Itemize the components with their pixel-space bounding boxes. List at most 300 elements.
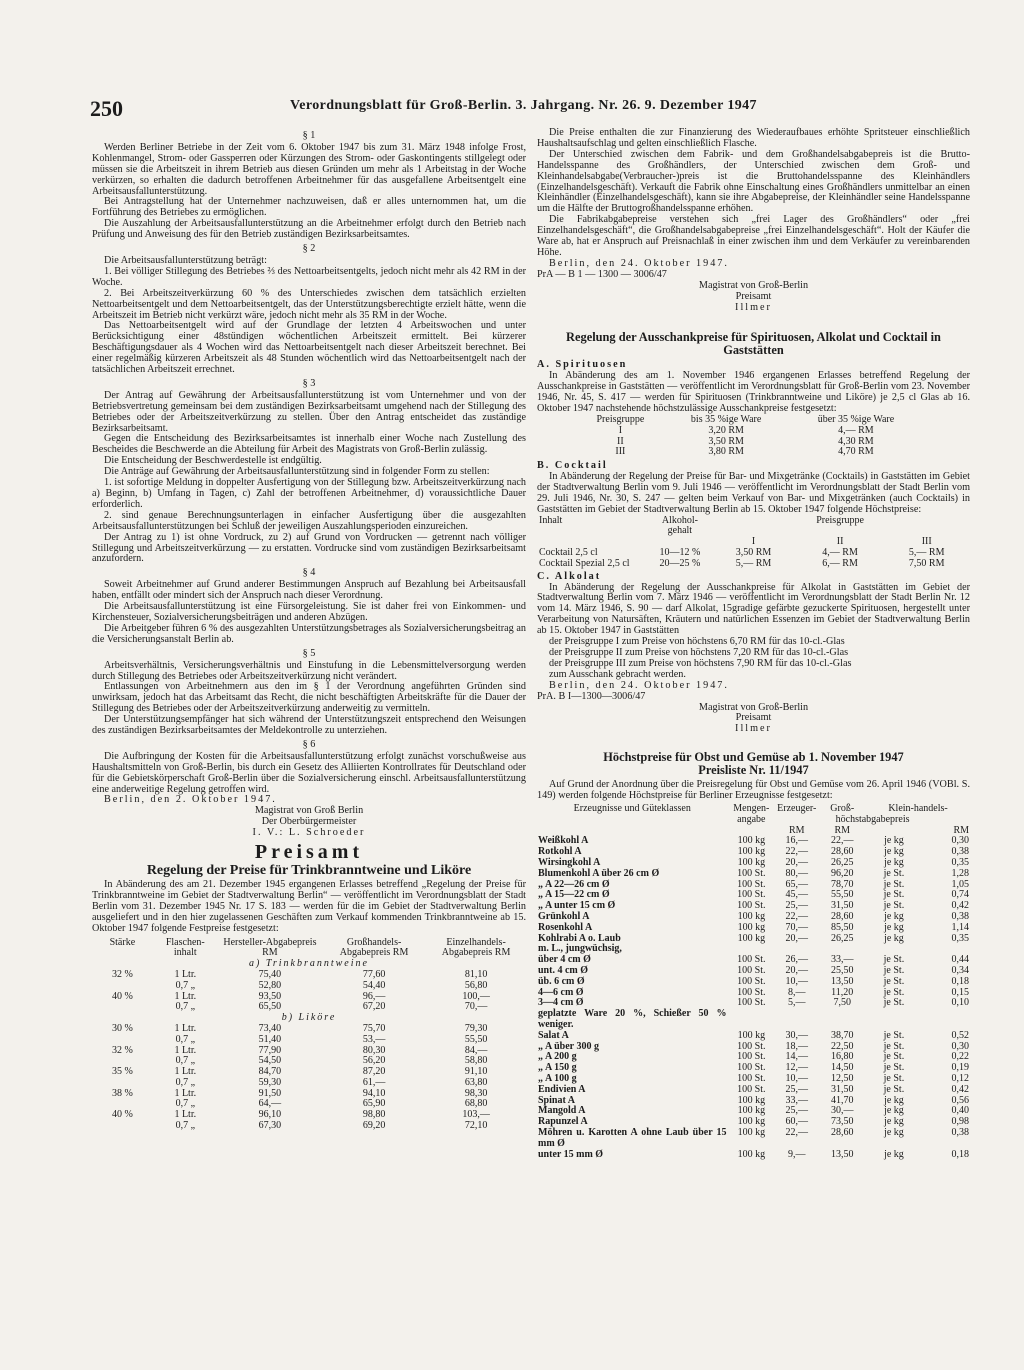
- table-cell: 58,80: [464, 1055, 488, 1067]
- table-cell: 41,70: [831, 1094, 854, 1106]
- table-cell: je kg: [884, 932, 904, 944]
- table-cell: 94,10: [362, 1087, 386, 1099]
- table-row: [92, 1089, 526, 1100]
- table-cell: 3,20 RM: [708, 424, 744, 436]
- table-cell: 63,80: [464, 1076, 488, 1088]
- table-cell: je St.: [883, 1062, 905, 1074]
- table-cell: [728, 1009, 776, 1031]
- table-cell: 25,—: [785, 900, 809, 912]
- section-3-heading: § 3: [302, 377, 316, 389]
- table-cell: je kg: [884, 857, 904, 869]
- table-cell: 0,38: [951, 846, 969, 858]
- table-cell: [775, 1009, 818, 1031]
- table-cell: 96,—: [362, 990, 386, 1002]
- table-cell: 30 %: [111, 1022, 133, 1034]
- table-cell: 0,44: [951, 954, 969, 966]
- table-cell: je kg: [884, 1116, 904, 1128]
- col-header: höchstabgabepreis: [835, 813, 910, 825]
- table-cell: 51,40: [258, 1033, 282, 1045]
- table-cell: Rosenkohl A: [538, 921, 593, 933]
- table-cell: 30,—: [785, 1029, 809, 1041]
- price-line: der Preisgruppe III zum Preise von höchstens 7,90 RM für das 10-cl.-Glas: [549, 657, 852, 669]
- col-header: III: [921, 536, 932, 548]
- cocktail-table: [537, 516, 970, 570]
- table-cell: 5,— RM: [908, 547, 945, 559]
- table-cell: 64,—: [258, 1098, 282, 1110]
- table-cell: Möhren u. Karotten A ohne Laub über 15 mm Ø: [538, 1126, 727, 1149]
- table-cell: 65,—: [785, 878, 809, 890]
- signature-line: Preisamt: [735, 290, 772, 302]
- table-cell: 77,60: [362, 968, 386, 980]
- table-cell: 52,80: [258, 979, 282, 991]
- paragraph: Der Unterstützungsempfänger hat sich während der Unterstützungszeit entsprechend den Weisungen des zuständigen Bezirksarbeitsamtes der Meldekontrolle zu unterziehen.: [92, 714, 526, 737]
- table-cell: 100 St.: [737, 900, 766, 912]
- paragraph: 1. ist sofortige Meldung in doppelter Ausfertigung von der Stillegung bzw. Arbeitszeitverkürzung nach a) Beginn, b) Umfang in Tagen, c) Zahl der betroffenen Arbeitnehmer, d) voraussichtliche Dauer erforderlich.: [92, 477, 526, 510]
- table-cell: 13,50: [831, 1148, 854, 1160]
- table-cell: 1,14: [951, 921, 969, 933]
- table-cell: je St.: [883, 1040, 905, 1052]
- table-cell: 1,28: [951, 867, 969, 879]
- paragraph: Der Unterschied zwischen dem Fabrik- und dem Großhandelsabgabepreis ist die Brutto-Handelsspanne des Großhändlers, der Unterschied zwischen dem Groß- und Kleinhandelsabgabe(Verbraucher-)preis ist die Bruttohandelsspanne des Kleinhändlers (Einzelhandelsgeschäft). Verkauft die Fabrik ohne Einschaltung eines Großhändlers unmittelbar an einen Kleinhändler (Einzelhandelsgeschäft), kann sie ihre Abgabepreise, der Kleinhändler seine Handelsspanne um die Hälfte der Bruttogroßhandelsspanne erhöhen.: [537, 148, 970, 215]
- col-header: Groß-: [830, 803, 855, 815]
- table-row: [537, 1085, 970, 1096]
- table-cell: 10,—: [785, 975, 809, 987]
- col-header: Klein-handels-: [888, 803, 948, 815]
- col-header: Einzelhandels-Abgabepreis RM: [441, 936, 511, 959]
- table-cell: 68,80: [464, 1098, 488, 1110]
- table-cell: 22,—: [785, 846, 809, 858]
- table-cell: 22,—: [831, 835, 854, 847]
- col-header: Inhalt: [539, 514, 563, 526]
- table-cell: je St.: [883, 878, 905, 890]
- table-cell: 18,—: [785, 1040, 809, 1052]
- table-cell: 100 St.: [737, 889, 766, 901]
- table-cell: Blumenkohl A über 26 cm Ø: [538, 867, 660, 879]
- paragraph: Die Arbeitgeber führen 6 % des ausgezahlten Unterstützungsbetrages als Sozialversicherungsbeitrag an die Versicherungsanstalt Berlin ab.: [92, 622, 526, 645]
- paragraph: In Abänderung des am 1. November 1946 ergangenen Erlasses betreffend Regelung der Ausschankpreise in Gaststätten — veröffentlicht im Verordnungsblatt für Groß-Berlin vom 23. November 1946, Nr. 45, S. 417 — werden für Spirituosen (Trinkbranntweine und Liköre) je 2,5 cl Glas ab 16. Oktober 1947 nachstehende höchstzulässige Ausschankpreise festgesetzt:: [537, 370, 970, 415]
- reference-line: PrA. B I—1300—3006/47: [537, 690, 646, 702]
- signature-name: I. V.: L. Schroeder: [252, 827, 366, 839]
- table-cell: 4,— RM: [838, 424, 874, 436]
- table-cell: 100 St.: [737, 965, 766, 976]
- table-cell: 100 St.: [737, 878, 766, 890]
- table-row: [92, 1078, 526, 1089]
- subheading-cell: b) Liköre: [281, 1012, 337, 1024]
- col-header: Erzeugnisse und Güteklassen: [573, 803, 691, 815]
- table-cell: 87,20: [362, 1066, 386, 1078]
- table-cell: 7,50: [833, 997, 851, 1009]
- paragraph: Die Entscheidung der Beschwerdestelle ist endgültig.: [104, 455, 322, 467]
- table-row: [92, 992, 526, 1003]
- table-cell: Kohlrabi A o. Laub: [538, 932, 621, 944]
- table-cell: 0,98: [951, 1116, 969, 1128]
- table-cell: 54,40: [362, 979, 386, 991]
- paragraph: Die Aufbringung der Kosten für die Arbeitsausfallunterstützung erfolgt zunächst vorschußweise aus Haushaltsmitteln von Groß-Berlin, bis durch ein Gesetz des Alliierten Kontrollrates für Deutschland oder für die Gebietskörperschaft Groß-Berlin über die Sozialversicherung einschl. Arbeitsausfallunterstützung eine anderweitige Regelung getroffen wird.: [92, 750, 526, 795]
- table-cell: je kg: [884, 911, 904, 923]
- table-cell: Rapunzel A: [538, 1116, 588, 1128]
- table-cell: je St.: [883, 1072, 905, 1084]
- table-cell: unt. 4 cm Ø: [538, 965, 588, 976]
- table-cell: 85,50: [831, 921, 854, 933]
- table-cell: 59,30: [258, 1076, 282, 1088]
- section-2-heading: § 2: [302, 243, 316, 255]
- paragraph: 2. Bei Arbeitszeitverkürzung 60 % des Unterschiedes zwischen dem tatsächlich erzielten Nettoarbeitsentgelt und dem Nettoarbeitsentgelt, das der Unterstützungsberechtigte erzielt hätte, wenn die Arbeitszeit im Betrieb nicht verkürzt wäre, jedoch nicht mehr als 35 RM in der Woche.: [92, 287, 526, 321]
- table-cell: 53,—: [362, 1033, 386, 1045]
- signature-line: Preisamt: [735, 712, 772, 724]
- paragraph: Der Antrag zu 1) ist ohne Vordruck, zu 2) auf Grund von Vordrucken — getrennt nach völliger Stillegung und Arbeitszeitverkürzung — zu erstatten. Vordrucke sind vom zuständigen Bezirksarbeitsamt anzufordern.: [92, 531, 526, 565]
- unit-label: RM: [834, 824, 851, 836]
- table-cell: 0,34: [951, 965, 969, 976]
- table-cell: 14,50: [831, 1062, 854, 1074]
- table-cell: je St.: [883, 997, 905, 1009]
- table-cell: „ A 100 g: [538, 1072, 577, 1084]
- price-line: der Preisgruppe I zum Preise von höchstens 6,70 RM für das 10-cl.-Glas: [549, 636, 845, 648]
- col-header: Erzeuger-: [777, 803, 817, 815]
- table-cell: 69,20: [362, 1120, 386, 1132]
- liquor-price-table: [92, 938, 526, 1132]
- table-cell: je St.: [883, 1051, 905, 1063]
- price-line: zum Ausschank gebracht werden.: [549, 668, 686, 680]
- paragraph: 2. sind genaue Berechnungsunterlagen in einfacher Ausfertigung über die ausgezahlten Arbeitsausfallunterstützungen bei Schluß der jeweiligen Auszahlungsperioden einzureichen.: [92, 509, 526, 532]
- table-cell: 35 %: [111, 1066, 133, 1078]
- table-cell: 60,—: [785, 1116, 809, 1128]
- col-header: Hersteller-Abgabepreis RM: [223, 936, 317, 959]
- table-cell: je kg: [884, 835, 904, 847]
- table-cell: 100 St.: [737, 997, 766, 1009]
- table-cell: I: [618, 424, 623, 436]
- table-cell: [92, 981, 153, 992]
- table-cell: 78,70: [831, 878, 854, 890]
- table-row: [92, 1067, 526, 1078]
- table-cell: 100 St.: [737, 1083, 766, 1095]
- table-cell: 25,—: [785, 1083, 809, 1095]
- table-cell: 91,10: [464, 1066, 488, 1078]
- table-cell: 0,10: [951, 997, 969, 1009]
- table-cell: 100 St.: [737, 975, 766, 987]
- table-cell: 67,20: [362, 1001, 386, 1013]
- running-title: Verordnungsblatt für Groß-Berlin. 3. Jahrgang. Nr. 26. 9. Dezember 1947: [290, 98, 757, 113]
- preisamt-heading: Preisamt: [254, 841, 364, 864]
- table-cell: 0,35: [951, 932, 969, 944]
- paragraph: In Abänderung der Regelung der Preise für Bar- und Mixgetränke (Cocktails) in Gaststätten im Gebiet der Stadtverwaltung Berlin vom 9. Juli 1946 — veröffentlicht im Verordnungsblatt der Stadt Berlin vom 29. Juli 1946, Nr. 30, S. 247 — gelten beim Verkauf von Bar- und Mixgetränken (auch Cocktails) in Gaststätten im Gebiet der Stadtverwaltung Berlin ab 15. Oktober 1947 folgende Höchstpreise:: [537, 471, 970, 515]
- col-header: Großhandels-Abgabepreis RM: [339, 936, 409, 959]
- table-cell: 28,60: [831, 846, 854, 858]
- table-cell: 100 St.: [737, 1051, 766, 1063]
- table-row: [537, 559, 970, 570]
- table-cell: 100 kg: [737, 1105, 766, 1117]
- table-cell: „ A 15—22 cm Ø: [538, 889, 610, 901]
- table-row: [92, 1035, 526, 1046]
- table-cell: je St.: [883, 900, 905, 912]
- table-cell: 26,25: [831, 857, 854, 869]
- table-cell: 26,—: [785, 954, 809, 966]
- table-row: [537, 923, 970, 934]
- table-cell: 45,—: [785, 889, 809, 901]
- paragraph: Soweit Arbeitnehmer auf Grund anderer Bestimmungen Anspruch auf Bezahlung bei Arbeitsausfall haben, entfällt oder mindert sich der Anspruch nach dieser Verordnung.: [92, 579, 526, 602]
- table-cell: 32 %: [111, 968, 133, 980]
- table-row: [92, 1046, 526, 1057]
- table-cell: 98,80: [362, 1109, 386, 1121]
- table-cell: 0,7 „: [175, 1098, 196, 1110]
- table-cell: 5,— RM: [735, 557, 772, 569]
- reference-line: PrA — B 1 — 1300 — 3006/47: [537, 268, 667, 280]
- table-cell: unter 15 mm Ø: [538, 1148, 604, 1160]
- liquor-title: Regelung der Preise für Trinkbranntweine und Liköre: [146, 863, 472, 878]
- table-cell: je kg: [884, 921, 904, 933]
- table-cell: 0,38: [951, 911, 969, 923]
- spirits-title: Regelung der Ausschankpreise für Spirituosen, Alkolat und Cocktail in Gaststätten: [566, 330, 941, 358]
- table-cell: III: [615, 446, 626, 458]
- table-cell: 79,30: [464, 1022, 488, 1034]
- table-cell: 0,7 „: [175, 1033, 196, 1045]
- date-line: Berlin, den 2. Oktober 1947.: [104, 794, 277, 806]
- table-cell: Cocktail 2,5 cl: [539, 547, 598, 559]
- table-cell: 0,42: [951, 900, 969, 912]
- table-cell: 12,—: [785, 1062, 809, 1074]
- table-cell: 0,42: [951, 1083, 969, 1095]
- table-cell: 0,12: [951, 1072, 969, 1084]
- table-cell: 0,7 „: [175, 979, 196, 991]
- table-cell: „ A über 300 g: [538, 1040, 599, 1052]
- table-cell: je St.: [883, 986, 905, 998]
- table-row: [92, 1024, 526, 1035]
- table-row: [92, 970, 526, 981]
- table-cell: üb. 6 cm Ø: [538, 975, 585, 987]
- table-cell: 56,80: [464, 979, 488, 991]
- table-subheading: [92, 959, 526, 970]
- table-cell: 4,— RM: [822, 547, 858, 559]
- table-cell: 14,—: [785, 1051, 809, 1063]
- table-cell: 8,—: [788, 986, 806, 998]
- table-cell: 91,50: [258, 1087, 282, 1099]
- table-cell: Endivien A: [538, 1083, 586, 1095]
- table-cell: 96,20: [831, 867, 854, 879]
- table-cell: 75,70: [362, 1022, 386, 1034]
- paragraph: In Abänderung des am 21. Dezember 1945 ergangenen Erlasses betreffend „Regelung der Preise für Trinkbranntweine im Gebiet der Stadtverwaltung Berlin“ — veröffentlicht im Verordnungsblatt der Stadt Berlin vom 31. Dezember 1945 Nr. 17 S. 183 — werden für die im Gebiet der Stadtverwaltung Berlin ausgeliefert und in den hier zugelassenen Geschäften zum Verkauf kommenden Trinkbranntweine ab 15. Oktober 1947 folgende Festpreise festgesetzt:: [92, 879, 526, 934]
- table-row: [92, 1099, 526, 1110]
- subheading-cell: a) Trinkbranntweine: [249, 958, 369, 970]
- table-cell: Rotkohl A: [538, 846, 582, 858]
- section-4-heading: § 4: [302, 567, 316, 579]
- table-cell: 11,20: [831, 986, 854, 998]
- table-cell: 20,—: [785, 965, 809, 976]
- table-cell: 81,10: [464, 968, 488, 980]
- paragraph: Die Fabrikabgabepreise verstehen sich „frei Lager des Großhändlers“ oder „frei Einzelhandelsgeschäft“, die Großhandelsabgabepreise „frei Einzelhandelsgeschäft“. Holt der Käufer die Ware ab, hat er Anspruch auf Preisnachlaß in einer zwischen ihm und dem Verkäufer zu vereinbarenden Höhe.: [537, 214, 970, 258]
- table-cell: 0,30: [951, 835, 969, 847]
- table-cell: 1 Ltr.: [174, 1109, 197, 1121]
- table-cell: je kg: [884, 1094, 904, 1106]
- table-cell: 4—6 cm Ø: [538, 986, 584, 998]
- table-cell: 100 St.: [737, 1062, 766, 1074]
- table-cell: 77,90: [258, 1044, 282, 1056]
- paragraph: Arbeitsverhältnis, Versicherungsverhältnis und Einstufung in die Lebensmittelversorgung werden durch Stillegung des Betriebes oder Arbeitszeitverkürzung nicht verändert.: [92, 659, 526, 682]
- table-cell: Wirsingkohl A: [538, 857, 601, 869]
- table-cell: je kg: [884, 1105, 904, 1117]
- table-cell: 98,30: [464, 1087, 488, 1099]
- table-cell: 0,22: [951, 1051, 969, 1063]
- table-row: [537, 977, 970, 988]
- paragraph: Die Arbeitsausfallunterstützung beträgt:: [104, 254, 267, 266]
- signature-line: Magistrat von Groß Berlin: [254, 805, 364, 817]
- table-cell: 30,—: [831, 1105, 854, 1117]
- signature-line: Magistrat von Groß-Berlin: [698, 701, 809, 713]
- col-header: über 35 %ige Ware: [817, 413, 895, 425]
- paragraph: 1. Bei völliger Stillegung des Betriebes ⅔ des Nettoarbeitsentgelts, jedoch nicht mehr als 42 RM in der Woche.: [92, 265, 526, 288]
- table-row: [92, 1056, 526, 1067]
- table-cell: 26,25: [831, 932, 854, 944]
- table-row: [537, 1128, 970, 1150]
- table-cell: 0,35: [951, 857, 969, 869]
- table-cell: 3,80 RM: [708, 446, 744, 458]
- table-cell: 1 Ltr.: [174, 1044, 197, 1056]
- table-cell: 0,56: [951, 1094, 969, 1106]
- table-cell: je St.: [883, 867, 905, 879]
- table-cell: 20,—: [785, 932, 809, 944]
- table-row: [537, 869, 970, 880]
- table-cell: „ A unter 15 cm Ø: [538, 900, 616, 912]
- table-cell: 1,05: [951, 878, 969, 890]
- table-cell: 25,50: [831, 965, 854, 976]
- table-cell: 100 St.: [737, 1040, 766, 1052]
- paragraph: In Abänderung der Regelung der Ausschankpreise für Alkolat in Gaststätten im Gebiet der Stadtverwaltung Berlin vom 7. März 1946 — veröffentlicht im Verordnungsblatt der Stadt Berlin Nr. 12 vom 14. März 1946, S. 90 — darf Alkolat, 15gradige gefärbte gezuckerte Spirituosen, hergestellt unter Verarbeitung von Natursäften, Kräutern und natürlichen Essenzen im Gebiet der Stadtverwaltung Berlin ab 15. Oktober 1947 in Gaststätten: [537, 581, 970, 637]
- table-cell: 9,—: [788, 1148, 806, 1160]
- signature-name: Illmer: [735, 301, 772, 313]
- veg-title: Höchstpreise für Obst und Gemüse ab 1. November 1947: [603, 750, 904, 765]
- table-cell: 72,10: [464, 1120, 488, 1132]
- table-cell: 3—4 cm Ø: [538, 997, 584, 1009]
- table-cell: 22,—: [785, 1126, 809, 1138]
- spirits-table: [577, 415, 923, 458]
- table-cell: „ A 200 g: [538, 1051, 577, 1063]
- right-column: [537, 128, 970, 1160]
- table-cell: 100 kg: [737, 835, 766, 847]
- table-row: [537, 1009, 970, 1031]
- table-cell: je St.: [883, 1083, 905, 1095]
- table-cell: je St.: [883, 889, 905, 901]
- table-cell: 22,50: [831, 1040, 854, 1052]
- table-cell: 33,—: [831, 954, 854, 966]
- paragraph: Entlassungen von Arbeitnehmern aus den im § 1 der Verordnung angeführten Gründen sind unwirksam, jedoch hat das Arbeitsamt das Recht, die nicht beschäftigten Arbeitskräfte für die Dauer der Stillegung des Betriebes oder der Arbeitszeitverkürzung anderweitig zu vermitteln.: [92, 681, 526, 715]
- table-cell: 84,70: [258, 1066, 282, 1078]
- table-cell: 56,20: [362, 1055, 386, 1067]
- table-cell: 0,52: [951, 1029, 969, 1041]
- table-cell: 100 kg: [737, 921, 766, 933]
- table-cell: 16,80: [831, 1051, 854, 1063]
- table-row: [537, 1031, 970, 1042]
- paragraph: Der Antrag auf Gewährung der Arbeitsausfallunterstützung ist vom Unternehmer und von der Betriebsvertretung gemeinsam bei dem zuständigen Bezirksarbeitsamt umgehend nach der Stillegung des Betriebes oder der Arbeitszeitverkürzung zu stellen. Über den Antrag entscheidet das zuständige Bezirksarbeitsamt.: [92, 389, 526, 434]
- unit-label: RM: [953, 824, 969, 836]
- subsection-heading: A. Spirituosen: [537, 359, 628, 371]
- table-cell: 100 kg: [737, 846, 766, 858]
- table-cell: [866, 1009, 922, 1031]
- veg-price-table: [537, 804, 970, 1160]
- table-cell: 65,50: [258, 1001, 282, 1013]
- table-cell: 12,50: [831, 1072, 854, 1084]
- table-cell: je St.: [883, 965, 905, 976]
- table-row: [92, 1121, 526, 1132]
- table-cell: 0,74: [951, 889, 969, 901]
- table-cell: 20,—: [785, 857, 809, 869]
- paragraph: Die Preise enthalten die zur Finanzierung des Wiederaufbaues erhöhte Spritsteuer einschließlich Haushaltsaufschlag und gelten einschließlich Flasche.: [537, 127, 970, 149]
- table-cell: 100 St.: [737, 986, 766, 998]
- table-cell: 73,40: [258, 1022, 282, 1034]
- table-cell: 100 kg: [737, 1029, 766, 1041]
- table-cell: 100 kg: [737, 1094, 766, 1106]
- table-cell: 28,60: [831, 1126, 854, 1138]
- table-cell: 31,50: [831, 900, 854, 912]
- veg-subtitle: Preisliste Nr. 11/1947: [698, 763, 809, 778]
- table-cell: 0,7 „: [175, 1055, 196, 1067]
- table-subheading: [92, 1013, 526, 1024]
- paragraph: Die Arbeitsausfallunterstützung ist eine Fürsorgeleistung. Sie ist daher frei von Einkommen- und Kirchensteuer, Sozialversicherungsbeiträgen und anderen Abzügen.: [92, 601, 526, 623]
- table-cell: 0,7 „: [175, 1120, 196, 1132]
- table-cell: je kg: [884, 1126, 904, 1138]
- table-cell: 0,7 „: [175, 1076, 196, 1088]
- table-cell: „ A 150 g: [538, 1062, 577, 1074]
- col-header: Mengen-angabe: [733, 803, 770, 825]
- col-header: I: [751, 536, 756, 548]
- table-cell: [818, 1009, 866, 1031]
- table-cell: 100 kg: [737, 911, 766, 923]
- table-cell: Salat A: [538, 1029, 569, 1041]
- table-cell: 100 St.: [737, 954, 766, 966]
- table-row: [537, 1150, 970, 1161]
- table-cell: 1 Ltr.: [174, 990, 197, 1002]
- table-cell: 4,70 RM: [838, 446, 874, 458]
- table-cell: Grünkohl A: [538, 911, 590, 923]
- table-cell: 103,—: [462, 1109, 490, 1121]
- table-cell: 100 kg: [737, 1116, 766, 1128]
- table-cell: 1 Ltr.: [174, 1066, 197, 1078]
- table-cell: 1 Ltr.: [174, 1022, 197, 1034]
- col-header: Preisgruppe: [596, 413, 645, 425]
- table-cell: je kg: [884, 846, 904, 858]
- table-cell: Spinat A: [538, 1094, 575, 1106]
- table-cell: 1 Ltr.: [174, 1087, 197, 1099]
- table-cell: m. L., jungwüchsig,: [538, 943, 622, 955]
- table-cell: je St.: [883, 1029, 905, 1041]
- table-cell: 4,30 RM: [838, 435, 874, 447]
- table-cell: 100 kg: [737, 857, 766, 869]
- table-cell: 100,—: [462, 990, 490, 1002]
- unit-label: RM: [789, 824, 805, 836]
- table-cell: geplatzte Ware 20 %, Schießer 50 % weniger.: [538, 1008, 727, 1030]
- table-cell: 70,—: [785, 921, 809, 933]
- col-header: II: [836, 536, 844, 548]
- table-cell: 3,50 RM: [708, 435, 744, 447]
- table-cell: 100 St.: [737, 1072, 766, 1084]
- table-cell: 13,50: [831, 975, 854, 987]
- table-cell: [92, 1121, 153, 1132]
- table-cell: 3,50 RM: [735, 547, 772, 559]
- table-cell: 67,30: [258, 1120, 282, 1132]
- table-row: [577, 426, 923, 437]
- table-cell: 54,50: [258, 1055, 282, 1067]
- table-cell: 93,50: [258, 990, 282, 1002]
- table-cell: 100 kg: [737, 1148, 766, 1160]
- table-cell: 0,15: [951, 986, 969, 998]
- table-cell: 38 %: [111, 1087, 133, 1099]
- table-cell: 40 %: [111, 990, 133, 1002]
- table-cell: 0,38: [951, 1126, 969, 1138]
- table-cell: 73,50: [831, 1116, 854, 1128]
- section-1-heading: § 1: [302, 130, 316, 141]
- table-cell: 0,7 „: [175, 1001, 196, 1013]
- signature-name: Illmer: [735, 723, 772, 735]
- paragraph: Werden Berliner Betriebe in der Zeit vom 6. Oktober 1947 bis zum 31. März 1948 infolge Frost, Kohlenmangel, Strom- oder Gassperren oder Kürzungen des Strom- oder Gaskontingents stillgelegt oder müssen sie die Arbeitszeit in ihrem Betrieb aus diesen Gründen um mehr als 1 Arbeitstag in der Woche verkürzen, so erhalten die dadurch betroffenen Arbeitnehmer für das ausgefallene Arbeitsentgelt eine Arbeitsausfallunterstützung.: [92, 141, 526, 197]
- table-cell: über 4 cm Ø: [538, 954, 591, 966]
- table-cell: 61,—: [362, 1076, 386, 1088]
